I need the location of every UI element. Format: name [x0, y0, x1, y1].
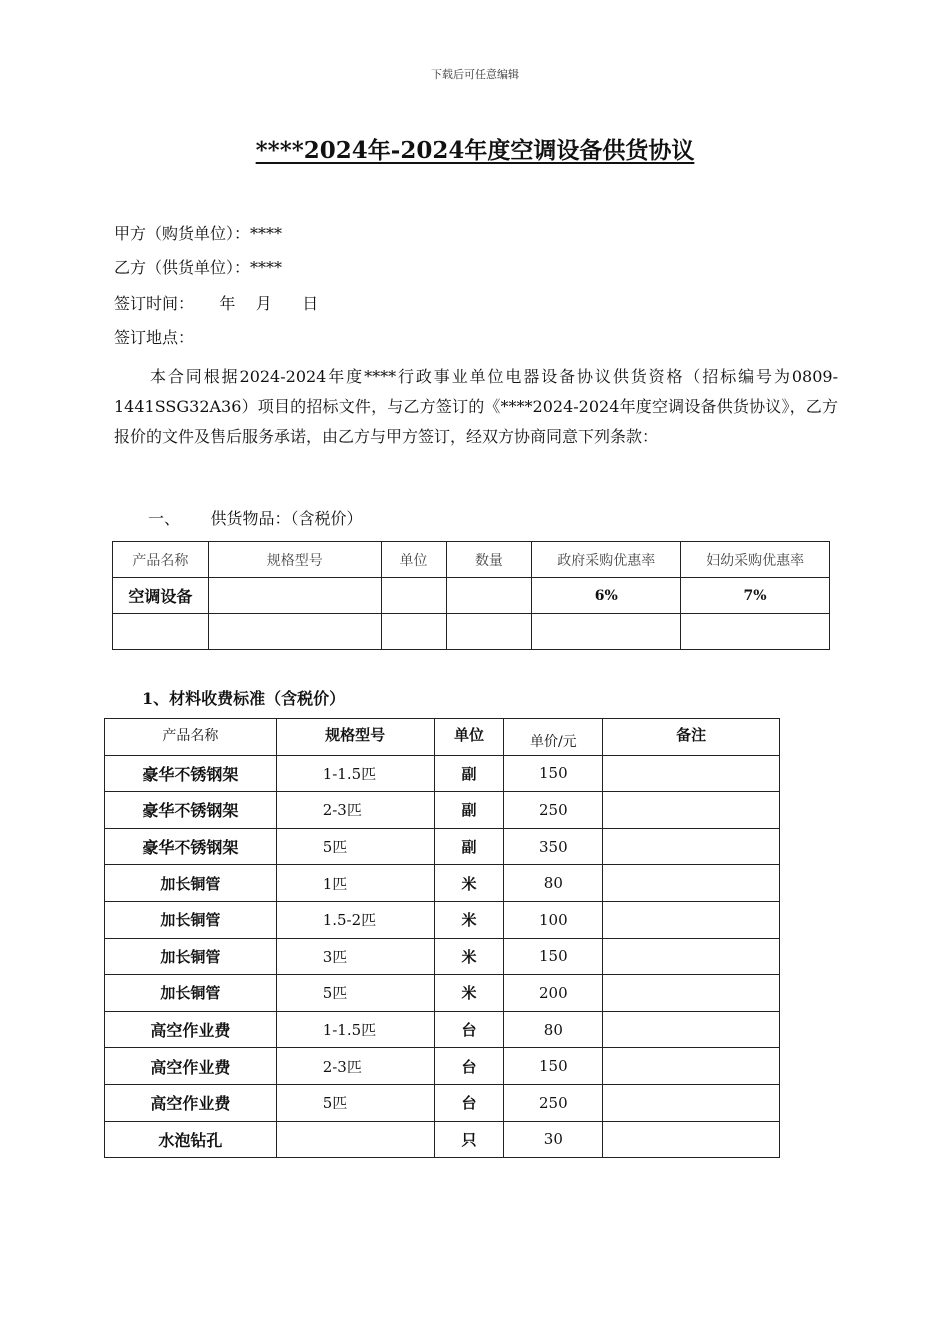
supply-cell [113, 614, 209, 650]
supply-cell [381, 578, 446, 614]
material-header-label: 产品名称 [162, 727, 219, 744]
material-cell: 加长铜管 [105, 901, 277, 938]
material-cell: 30 [504, 1121, 603, 1158]
material-table-row [105, 792, 780, 829]
supply-cell [208, 578, 381, 614]
supply-cell [446, 614, 532, 650]
material-header-cell [105, 719, 277, 756]
intro-paragraph: 本合同根据2024-2024年度****行政事业单位电器设备协议供货资格（招标编号为0809-1441SSG32A36）项目的招标文件，与乙方签订的《****2024-2024年度空调设备供货协议》，乙方报价的文件及售后服务承诺，由乙方与甲方签订，经双方协商同意下列条款： [114, 367, 838, 446]
supply-cell [681, 614, 830, 650]
material-header-cell [504, 719, 603, 756]
material-cell: 150 [504, 755, 603, 792]
supply-table [112, 541, 830, 650]
material-cell: 只 [434, 1121, 504, 1158]
material-cell: 250 [504, 792, 603, 829]
material-cell: 5匹 [276, 975, 434, 1012]
supply-header-cell: 产品名称 [113, 542, 209, 578]
material-cell [603, 901, 780, 938]
material-cell [603, 828, 780, 865]
section2-title: 1、材料收费标准（含税价） [142, 689, 346, 708]
material-cell: 豪华不锈钢架 [105, 828, 277, 865]
material-cell [603, 755, 780, 792]
material-cell: 2-3匹 [276, 1048, 434, 1085]
material-cell: 高空作业费 [105, 1084, 277, 1121]
material-table [104, 718, 780, 1158]
material-cell: 3匹 [276, 938, 434, 975]
material-cell: 水泡钻孔 [105, 1121, 277, 1158]
material-cell [603, 792, 780, 829]
material-cell [603, 1011, 780, 1048]
material-cell: 100 [504, 901, 603, 938]
material-cell: 350 [504, 828, 603, 865]
header-note: 下载后可任意编辑 [431, 68, 519, 81]
material-header-cell [603, 719, 780, 756]
material-cell: 150 [504, 1048, 603, 1085]
material-table-row [105, 865, 780, 902]
material-cell: 豪华不锈钢架 [105, 792, 277, 829]
material-cell: 1匹 [276, 865, 434, 902]
material-table-row [105, 828, 780, 865]
material-cell: 豪华不锈钢架 [105, 755, 277, 792]
material-cell: 200 [504, 975, 603, 1012]
material-cell: 80 [504, 1011, 603, 1048]
party-b: 乙方（供货单位）：**** [114, 258, 283, 277]
material-cell: 米 [434, 865, 504, 902]
supply-cell [446, 578, 532, 614]
material-cell: 250 [504, 1084, 603, 1121]
material-cell: 80 [504, 865, 603, 902]
party-a: 甲方（购货单位）：**** [114, 224, 283, 243]
material-header-label: 单位 [453, 726, 484, 745]
supply-table-header-row [113, 542, 830, 578]
sign-place: 签订地点： [114, 328, 195, 347]
material-cell: 台 [434, 1048, 504, 1085]
supply-header-cell: 规格型号 [208, 542, 381, 578]
material-table-row [105, 901, 780, 938]
material-header-cell [276, 719, 434, 756]
supply-cell [208, 614, 381, 650]
material-header-label: 单价/元 [529, 733, 577, 750]
material-cell: 1-1.5匹 [276, 1011, 434, 1048]
material-cell: 米 [434, 938, 504, 975]
material-table-row [105, 1084, 780, 1121]
material-cell: 高空作业费 [105, 1011, 277, 1048]
material-cell [603, 1084, 780, 1121]
material-cell: 5匹 [276, 828, 434, 865]
supply-cell [532, 614, 681, 650]
material-cell: 副 [434, 828, 504, 865]
document-title [0, 132, 950, 165]
material-cell [603, 975, 780, 1012]
intro-paragraph-block [114, 362, 838, 452]
sign-time: 签订时间： 年 月 日 [114, 294, 319, 313]
supply-header-cell: 单位 [381, 542, 446, 578]
supply-header-cell: 数量 [446, 542, 532, 578]
material-cell: 1.5-2匹 [276, 901, 434, 938]
supply-cell [381, 614, 446, 650]
material-cell: 150 [504, 938, 603, 975]
material-cell: 高空作业费 [105, 1048, 277, 1085]
material-header-cell [434, 719, 504, 756]
material-table-row [105, 1121, 780, 1158]
supply-cell: 空调设备 [113, 578, 209, 614]
material-table-row [105, 1011, 780, 1048]
material-table-row [105, 975, 780, 1012]
material-cell [603, 938, 780, 975]
material-cell: 1-1.5匹 [276, 755, 434, 792]
material-cell: 台 [434, 1084, 504, 1121]
material-cell: 加长铜管 [105, 865, 277, 902]
material-cell [603, 1048, 780, 1085]
material-cell: 加长铜管 [105, 938, 277, 975]
material-cell [276, 1121, 434, 1158]
title-text: ****2024年-2024年度空调设备供货协议 [255, 137, 695, 164]
material-cell: 加长铜管 [105, 975, 277, 1012]
supply-cell: 6% [532, 578, 681, 614]
material-cell [603, 1121, 780, 1158]
material-cell: 台 [434, 1011, 504, 1048]
material-header-label: 备注 [676, 726, 707, 745]
material-header-label: 规格型号 [325, 726, 386, 745]
material-cell: 米 [434, 975, 504, 1012]
material-cell: 5匹 [276, 1084, 434, 1121]
material-cell [603, 865, 780, 902]
supply-table-row [113, 614, 830, 650]
supply-table-row [113, 578, 830, 614]
material-table-row [105, 938, 780, 975]
material-cell: 副 [434, 755, 504, 792]
material-table-header-row [105, 719, 780, 756]
section1-title: 一、 供货物品：（含税价） [148, 509, 363, 528]
material-cell: 副 [434, 792, 504, 829]
material-table-row [105, 1048, 780, 1085]
supply-header-cell: 政府采购优惠率 [532, 542, 681, 578]
material-cell: 米 [434, 901, 504, 938]
material-cell: 2-3匹 [276, 792, 434, 829]
supply-cell: 7% [681, 578, 830, 614]
supply-header-cell: 妇幼采购优惠率 [681, 542, 830, 578]
material-table-row [105, 755, 780, 792]
